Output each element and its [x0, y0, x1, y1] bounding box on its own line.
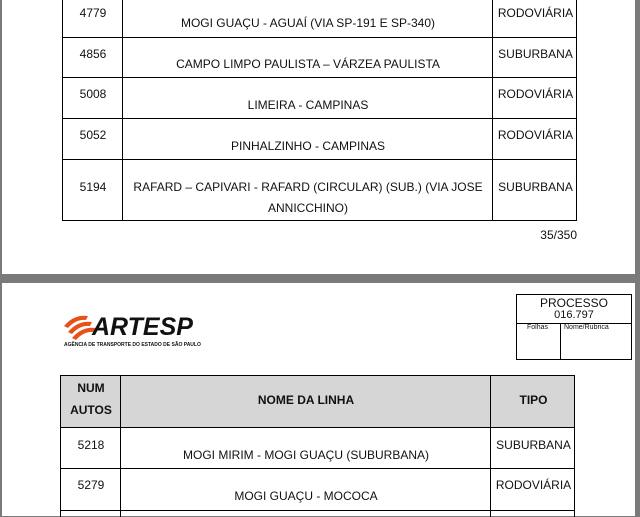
num-autos: 4856 — [79, 47, 107, 61]
tipo: RODOVIÁRIA — [495, 478, 572, 492]
table-row — [62, 38, 577, 78]
processo-number: 016.797 — [554, 309, 594, 321]
nome-da-linha-line2: ANNICCHINO) — [268, 201, 348, 215]
table-row — [60, 511, 575, 517]
table-row — [62, 78, 577, 119]
nome-da-linha: MOGI GUAÇU - AGUAÍ (VIA SP-191 E SP-340) — [180, 16, 436, 30]
logo-text: ARTESP — [92, 313, 193, 341]
artesp-logo — [62, 308, 202, 353]
header-num: NUM — [77, 381, 105, 395]
table-row — [60, 428, 575, 469]
table-row — [62, 0, 577, 38]
tipo: RODOVIÁRIA — [497, 87, 574, 101]
processo-title: PROCESSO — [539, 296, 608, 310]
num-autos: 4779 — [79, 6, 107, 20]
num-autos: 5052 — [79, 128, 107, 142]
nome-da-linha: PINHALZINHO - CAMPINAS — [230, 139, 386, 153]
table-row — [62, 119, 577, 160]
nome-da-linha: MOGI MIRIM - MOGI GUAÇU (SUBURBANA) — [183, 448, 429, 462]
document-page-35 — [2, 0, 635, 274]
rubrica-label: Nome/Rubrica — [564, 324, 609, 331]
nome-da-linha-line1: RAFARD – CAPIVARI - RAFARD (CIRCULAR) (SUB.) (VIA JOSE — [133, 180, 483, 194]
tipo: RODOVIÁRIA — [497, 6, 574, 20]
tipo: SUBURBANA — [498, 47, 573, 61]
header-autos: AUTOS — [70, 403, 112, 417]
num-autos: 5218 — [77, 438, 105, 452]
artesp-logo-mark — [62, 308, 202, 348]
logo-subtitle: AGÊNCIA DE TRANSPORTE DO ESTADO DE SÃO PAULO — [64, 342, 201, 348]
table-header — [60, 375, 575, 428]
nome-da-linha: LIMEIRA - CAMPINAS — [247, 98, 369, 112]
table-row — [60, 469, 575, 511]
header-nome-da-linha: NOME DA LINHA — [257, 393, 355, 407]
num-autos: 5194 — [79, 180, 107, 194]
num-autos: 5279 — [77, 478, 105, 492]
tipo: SUBURBANA — [498, 180, 573, 194]
table-row — [62, 160, 577, 221]
folhas-label: Folhas — [527, 324, 549, 331]
num-autos: 5008 — [79, 87, 107, 101]
processo-stamp — [516, 294, 632, 360]
nome-da-linha: CAMPO LIMPO PAULISTA – VÁRZEA PAULISTA — [176, 57, 440, 71]
header-tipo: TIPO — [519, 393, 548, 407]
tipo: RODOVIÁRIA — [497, 128, 574, 142]
page-number: 35/350 — [540, 228, 577, 242]
tipo: SUBURBANA — [496, 438, 571, 452]
nome-da-linha: MOGI GUAÇU - MOCOCA — [234, 489, 378, 503]
